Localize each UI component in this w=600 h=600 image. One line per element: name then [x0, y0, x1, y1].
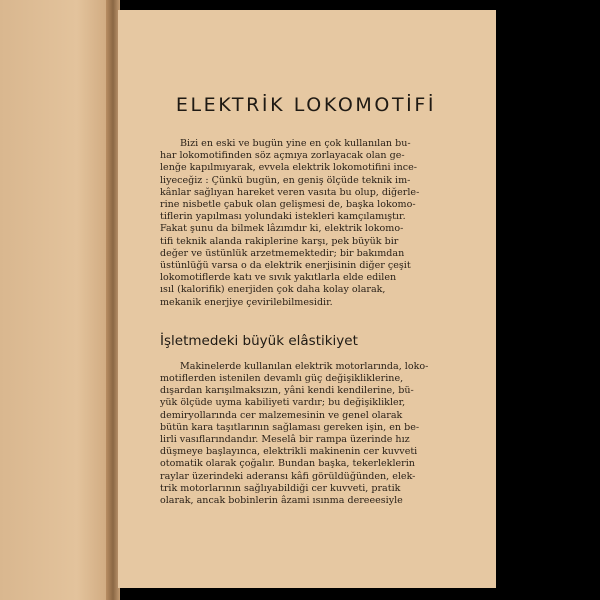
text-line: dışardan karışılmaksızın, yâni kendi kendilerine, bü-	[160, 385, 414, 397]
text-line: Fakat şunu da bilmek lâzımdır ki, elektrik lokomo-	[160, 223, 404, 235]
text-line: tifi teknik alanda rakiplerine karşı, pek büyük bir	[160, 235, 399, 247]
text-line: lokomotiflerde katı ve sıvık yakıtlarla elde edilen	[160, 272, 397, 284]
text-line: bütün kara taşıtlarının sağlaması gereken işin, en be-	[160, 421, 420, 433]
text-line: lirli vasıflarındandır. Meselâ bir rampa üzerinde hız	[160, 434, 410, 446]
text-line: tiflerin yapılması yolundaki istekleri kamçılamıştır.	[160, 211, 406, 223]
page-title: ELEKTRİK LOKOMOTİFİ	[175, 94, 437, 116]
paragraph-section	[160, 361, 452, 507]
text-line: liyeceğiz : Çünkü bugün, en geniş ölçüde teknik im-	[160, 174, 411, 186]
text-line: lenğe kapılmıyarak, evvela elektrik lokomotifini ince-	[160, 162, 417, 174]
left-page-edge	[0, 0, 110, 600]
paragraph-intro	[160, 138, 452, 309]
text-line: kânlar sağlıyan hareket veren vasıta bu olup, diğerle-	[160, 186, 420, 198]
text-line: demiryollarında cer malzemesinin ve genel olarak	[160, 409, 403, 421]
book-page	[118, 10, 496, 588]
text-line: Bizi en eski ve bugün yine en çok kullanılan bu-	[180, 138, 411, 149]
text-line: har lokomotifinden söz açmıya zorlayacak olan ge-	[160, 150, 405, 162]
text-line: raylar üzerindeki aderansı kâfi görüldüğünden, elek-	[160, 470, 416, 482]
text-line: mekanik enerjiye çevirilebilmesidir.	[160, 296, 333, 308]
text-line: olarak, ancak bobinlerin âzami ısınma dereeesiyle	[160, 495, 403, 507]
section-heading: İşletmedeki büyük elâstikiyet	[160, 332, 358, 349]
text-line: rine nisbetle çabuk olan gelişmesi de, başka lokomo-	[160, 199, 416, 211]
text-line: ısıl (kalorifik) enerjiden çok daha kolay olarak,	[160, 284, 386, 296]
text-line: değer ve üstünlük arzetmemektedir; bir bakımdan	[160, 247, 405, 259]
text-line: yük ölçüde uyma kabiliyeti vardır; bu değişiklikler,	[160, 397, 406, 409]
text-line: üstünlüğü varsa o da elektrik enerjisinin diğer çeşit	[160, 260, 411, 272]
text-line: düşmeye başlayınca, elektrikli makinenin cer kuvveti	[160, 446, 418, 458]
text-line: motiflerden istenilen devamlı güç değişikliklerine,	[160, 373, 404, 385]
text-line: trik motorlarının sağlıyabildiği cer kuvveti, pratik	[160, 482, 401, 494]
text-line: Makinelerde kullanılan elektrik motorlarında, loko-	[180, 360, 429, 372]
text-line: otomatik olarak çoğalır. Bundan başka, tekerleklerin	[160, 458, 415, 470]
